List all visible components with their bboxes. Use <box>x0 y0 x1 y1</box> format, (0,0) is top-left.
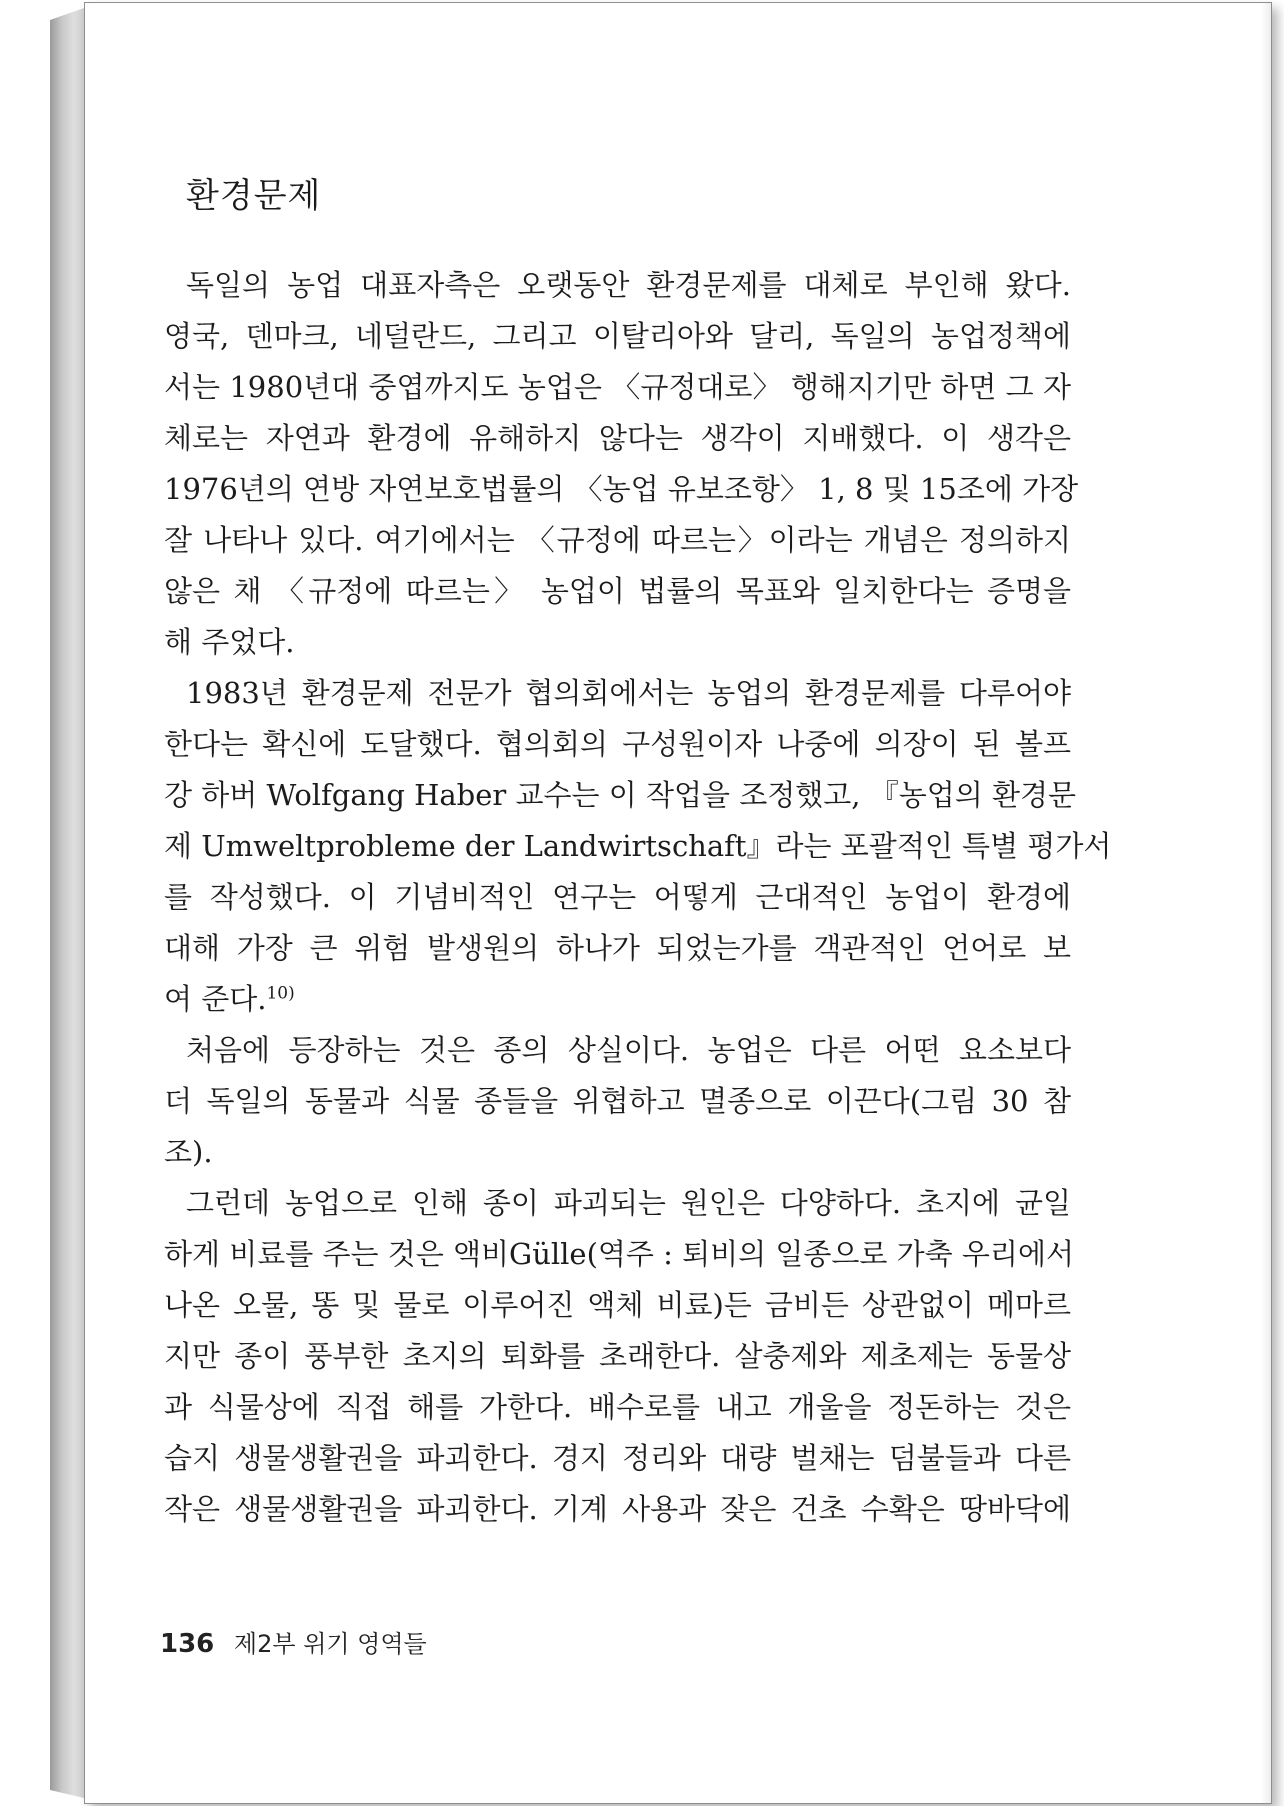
text-line-content: 해 주었다. <box>164 625 295 659</box>
text-line <box>164 515 1071 566</box>
text-line <box>164 362 1071 413</box>
text-line-content: 그런데 농업으로 인해 종이 파괴되는 원인은 다양하다. 초지에 균일 <box>186 1186 1071 1220</box>
text-line-content: 작은 생물생활권을 파괴한다. 기계 사용과 잦은 건초 수확은 땅바닥에 <box>164 1492 1071 1526</box>
footnote-reference: 10) <box>266 983 295 1004</box>
text-line <box>164 1331 1071 1382</box>
text-line-content: 제 Umweltprobleme der Landwirtschaft』라는 포괄적인 특별 평가서 <box>164 829 1112 863</box>
text-line-content: 대해 가장 큰 위험 발생원의 하나가 되었는가를 객관적인 언어로 보 <box>164 931 1071 965</box>
text-line <box>164 260 1071 311</box>
text-line <box>164 1280 1071 1331</box>
page-footer <box>160 1624 427 1659</box>
text-line-content: 습지 생물생활권을 파괴한다. 경지 정리와 대량 벌채는 덤불들과 다른 <box>164 1441 1071 1475</box>
text-line <box>164 1382 1071 1433</box>
text-line <box>164 617 1071 668</box>
text-line <box>164 821 1112 872</box>
text-line <box>164 1433 1071 1484</box>
text-line <box>164 974 1071 1025</box>
text-line <box>164 1025 1071 1076</box>
text-line-content: 조). <box>164 1135 213 1169</box>
text-line-content: 여 준다. <box>164 982 267 1016</box>
page-edge-shading <box>1261 3 1271 1803</box>
text-line <box>164 1127 1071 1178</box>
text-line-content: 지만 종이 풍부한 초지의 퇴화를 초래한다. 살충제와 제초제는 동물상 <box>164 1339 1071 1373</box>
section-title: 환경문제 <box>186 176 322 216</box>
text-line-content: 강 하버 Wolfgang Haber 교수는 이 작업을 조정했고, 『농업의 환경문 <box>164 778 1077 812</box>
text-line-content: 체로는 자연과 환경에 유해하지 않다는 생각이 지배했다. 이 생각은 <box>164 421 1071 455</box>
text-line <box>164 1484 1071 1535</box>
text-line <box>164 872 1071 923</box>
text-line <box>164 1178 1071 1229</box>
text-line-content: 잘 나타나 있다. 여기에서는 〈규정에 따르는〉이라는 개념은 정의하지 <box>164 523 1071 557</box>
text-line <box>164 770 1077 821</box>
text-line-content: 나온 오물, 똥 및 물로 이루어진 액체 비료)든 금비든 상관없이 메마르 <box>164 1288 1071 1322</box>
text-line <box>164 1229 1074 1280</box>
text-line <box>164 464 1079 515</box>
text-line-content: 더 독일의 동물과 식물 종들을 위협하고 멸종으로 이끈다(그림 30 참 <box>164 1084 1071 1118</box>
text-line-content: 서는 1980년대 중엽까지도 농업은 〈규정대로〉 행해지기만 하면 그 자 <box>164 370 1071 404</box>
body-text <box>164 260 1112 1535</box>
text-line <box>164 923 1071 974</box>
text-line-content: 한다는 확신에 도달했다. 협의회의 구성원이자 나중에 의장이 된 볼프 <box>164 727 1071 761</box>
text-line-content: 를 작성했다. 이 기념비적인 연구는 어떻게 근대적인 농업이 환경에 <box>164 880 1071 914</box>
text-line-content: 1976년의 연방 자연보호법률의 〈농업 유보조항〉 1, 8 및 15조에 가장 <box>164 472 1079 506</box>
text-line-content: 영국, 덴마크, 네덜란드, 그리고 이탈리아와 달리, 독일의 농업정책에 <box>164 319 1071 353</box>
page-number: 136 <box>160 1629 215 1659</box>
text-line-content: 하게 비료를 주는 것은 액비Gülle(역주 : 퇴비의 일종으로 가축 우리에서 <box>164 1237 1074 1271</box>
text-line <box>164 668 1071 719</box>
text-line <box>164 719 1071 770</box>
text-line-content: 독일의 농업 대표자측은 오랫동안 환경문제를 대체로 부인해 왔다. <box>186 268 1071 302</box>
book-spine <box>50 8 84 1798</box>
text-line <box>164 1076 1071 1127</box>
text-line-content: 과 식물상에 직접 해를 가한다. 배수로를 내고 개울을 정돈하는 것은 <box>164 1390 1071 1424</box>
text-line <box>164 311 1071 362</box>
text-line <box>164 413 1071 464</box>
text-line-content: 처음에 등장하는 것은 종의 상실이다. 농업은 다른 어떤 요소보다 <box>186 1033 1071 1067</box>
text-line-content: 1983년 환경문제 전문가 협의회에서는 농업의 환경문제를 다루어야 <box>186 676 1071 710</box>
text-line <box>164 566 1071 617</box>
text-line-content: 않은 채 〈규정에 따르는〉 농업이 법률의 목표와 일치한다는 증명을 <box>164 574 1071 608</box>
running-title: 제2부 위기 영역들 <box>233 1630 427 1658</box>
